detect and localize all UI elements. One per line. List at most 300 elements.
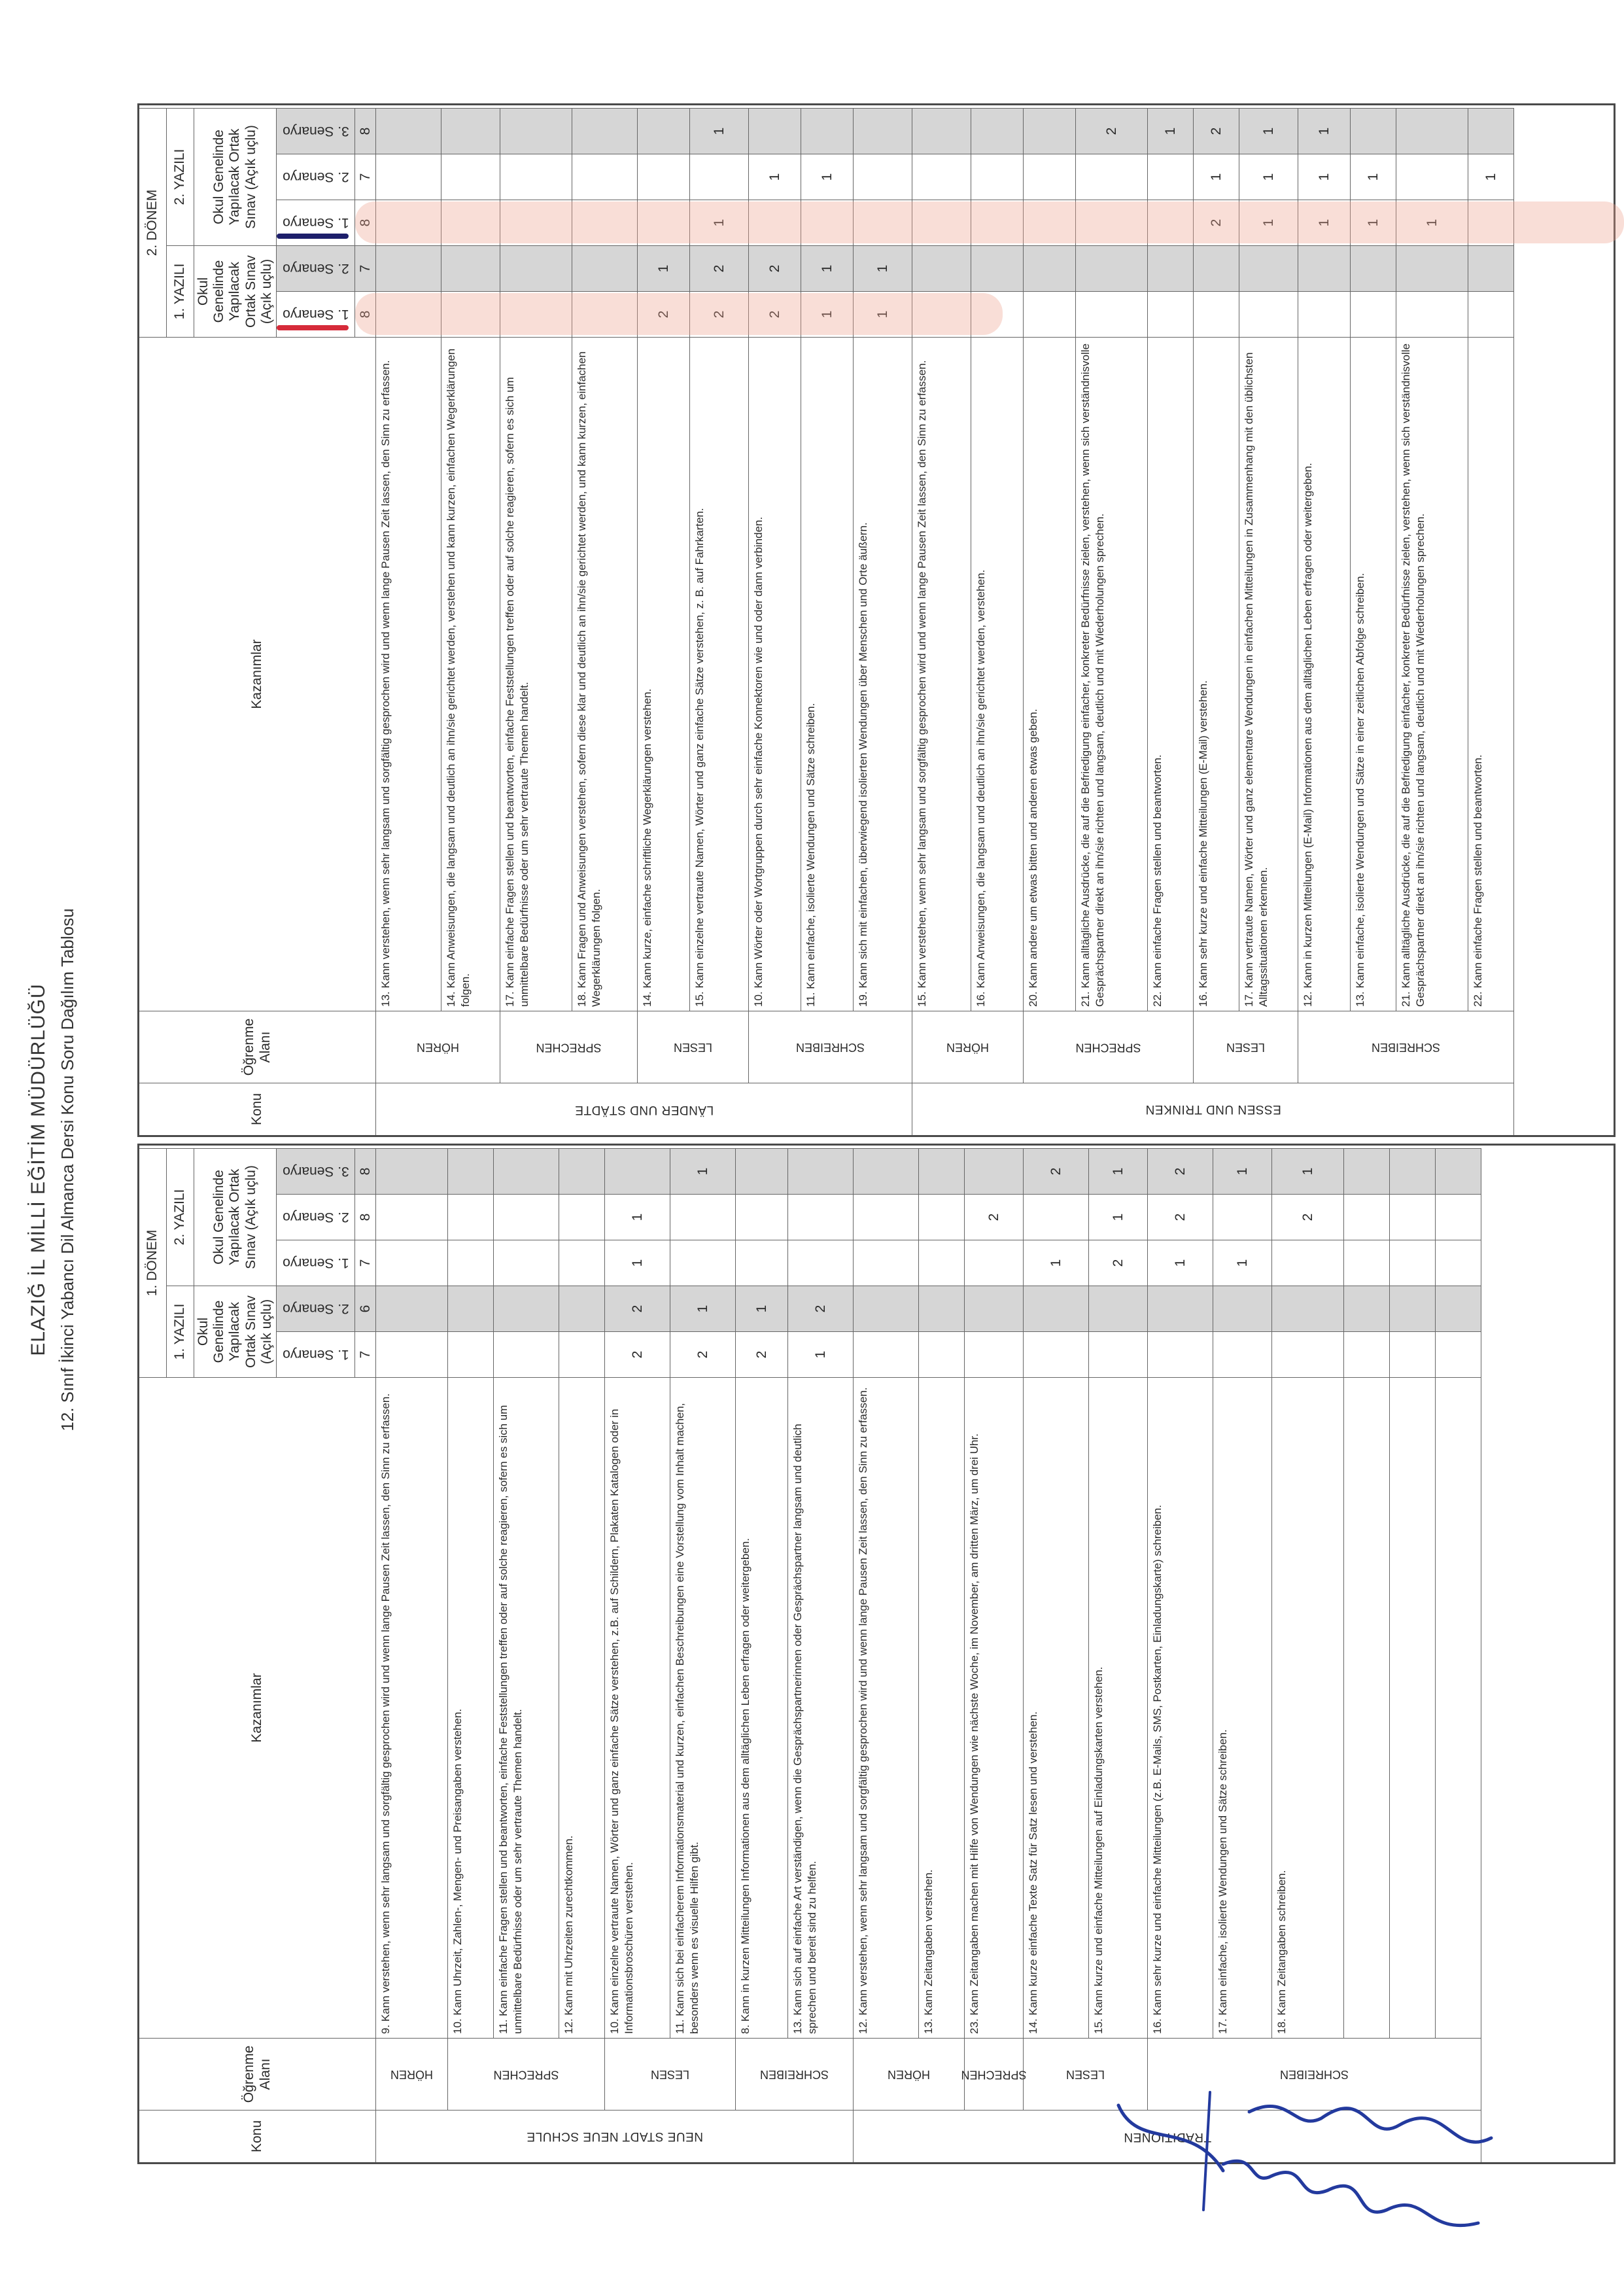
- question-count: [1390, 1194, 1436, 1240]
- question-count: [1468, 108, 1514, 154]
- question-count: 1: [638, 245, 690, 291]
- question-count: [1396, 291, 1468, 337]
- scenario-header-5: [277, 1148, 355, 1194]
- question-count: 2: [1076, 108, 1148, 154]
- kazanimlar-header: Kazanımlar: [139, 337, 376, 1011]
- topic-name: [376, 2110, 854, 2162]
- learning-area-text: SCHREIBEN: [795, 1041, 865, 1054]
- total-value: 7: [355, 245, 376, 291]
- kazanim-text: 22. Kann einfache Fragen stellen und beantworten.: [1468, 337, 1514, 1011]
- question-count: 1: [854, 291, 912, 337]
- question-count: [801, 108, 854, 154]
- question-count: [1272, 1240, 1344, 1286]
- question-count: [1024, 154, 1076, 200]
- question-count: [494, 1240, 559, 1286]
- learning-area: [500, 1011, 638, 1083]
- learning-area: [605, 2038, 736, 2110]
- question-count: [919, 1286, 965, 1331]
- question-count: [494, 1331, 559, 1377]
- question-count: [854, 108, 912, 154]
- question-count: 1: [1351, 154, 1396, 200]
- question-count: [1148, 291, 1194, 337]
- question-count: [1344, 1148, 1390, 1194]
- question-count: 2: [1272, 1194, 1344, 1240]
- total-value: 8: [355, 291, 376, 337]
- question-count: [854, 1148, 919, 1194]
- learning-area: [376, 1011, 500, 1083]
- question-count: [912, 154, 971, 200]
- learning-area-text: HÖREN: [416, 1041, 460, 1055]
- question-count: [500, 154, 572, 200]
- learning-area: [749, 1011, 912, 1083]
- topic-name: [376, 1083, 912, 1135]
- question-count: 2: [1089, 1240, 1148, 1286]
- scenario-header-5-text: 3. Senaryo: [282, 1164, 349, 1180]
- question-count: 1: [1298, 154, 1351, 200]
- learning-area-text: SPRECHEN: [536, 1041, 602, 1054]
- question-count: [1239, 245, 1298, 291]
- question-count: [749, 108, 801, 154]
- kazanim-text: 15. Kann verstehen, wenn sehr langsam und sorgfältig gesprochen wird und wenn lange Pausen Zeit lassen, den Sinn zu erfassen.: [912, 337, 971, 1011]
- question-count: [448, 1286, 494, 1331]
- question-count: [1351, 291, 1396, 337]
- question-count: [572, 154, 638, 200]
- question-count: 1: [1213, 1240, 1272, 1286]
- question-count: [670, 1240, 736, 1286]
- question-count: [971, 154, 1024, 200]
- document-title: ELAZIĞ İL MİLLİ EĞİTİM MÜDÜRLÜĞÜ: [27, 983, 49, 1356]
- question-count: 1: [749, 154, 801, 200]
- scenario-header-1-text: 1. Senaryo: [282, 1347, 349, 1363]
- total-value: 7: [355, 1240, 376, 1286]
- scenario-header-2-text: 2. Senaryo: [282, 261, 349, 277]
- question-count: [1213, 1194, 1272, 1240]
- kazanim-text: 8. Kann in kurzen Mitteilungen Informationen aus dem alltäglichen Leben erfragen oder weitergeben.: [736, 1377, 788, 2038]
- red-pen-stroke: [277, 325, 349, 330]
- question-count: [965, 1240, 1024, 1286]
- question-count: 2: [1194, 108, 1239, 154]
- learning-area-text: LESEN: [1226, 1041, 1266, 1054]
- kazanim-text: [1436, 1377, 1481, 2038]
- question-count: [919, 1240, 965, 1286]
- question-count: [638, 154, 690, 200]
- question-count: 1: [690, 200, 749, 245]
- question-count: [1390, 1148, 1436, 1194]
- learning-area-text: SPRECHEN: [961, 2068, 1027, 2081]
- common-exam-header-1: Okul Genelinde Yapılacak Ortak Sınav (Açık uçlu): [194, 245, 277, 337]
- total-value: 8: [355, 1148, 376, 1194]
- konu-header: Konu: [139, 1083, 376, 1135]
- kazanim-text: 13. Kann sich auf einfache Art verständigen, wenn die Gesprächspartnerinnen oder Gesprächspartner langsam und deutlich sprechen und bereit sind zu helfen.: [788, 1377, 854, 2038]
- learning-area: [448, 2038, 605, 2110]
- question-count: [1436, 1286, 1481, 1331]
- semester-header: 1. DÖNEM: [139, 1148, 167, 1377]
- question-count: [971, 108, 1024, 154]
- question-count: [1344, 1331, 1390, 1377]
- question-count: [854, 1331, 919, 1377]
- kazanim-text: 9. Kann verstehen, wenn sehr langsam und sorgfältig gesprochen wird und wenn lange Pausen Zeit lassen, den Sinn zu erfassen.: [376, 1377, 448, 2038]
- question-count: 1: [1089, 1148, 1148, 1194]
- question-count: [1194, 245, 1239, 291]
- question-count: 1: [1468, 154, 1514, 200]
- question-count: [1148, 154, 1194, 200]
- topic-name-text: LÄNDER UND STÄDTE: [574, 1102, 714, 1117]
- question-count: [1148, 1331, 1213, 1377]
- exam2-header: 2. YAZILI: [167, 1148, 194, 1286]
- question-count: [448, 1331, 494, 1377]
- question-count: 2: [1148, 1148, 1213, 1194]
- learning-area: [1194, 1011, 1298, 1083]
- kazanim-text: 16. Kann Anweisungen, die langsam und deutlich an ihn/sie gerichtet werden, verstehen.: [971, 337, 1024, 1011]
- learning-area: [854, 2038, 965, 2110]
- learning-area-text: LESEN: [673, 1041, 713, 1054]
- kazanim-text: 14. Kann kurze einfache Texte Satz für Satz lesen und verstehen.: [1024, 1377, 1089, 2038]
- question-count: [1089, 1331, 1148, 1377]
- scenario-header-3-text: 1. Senaryo: [282, 215, 349, 231]
- question-count: 2: [749, 291, 801, 337]
- learning-area-text: SCHREIBEN: [759, 2068, 829, 2081]
- question-count: 1: [788, 1331, 854, 1377]
- question-count: [1076, 245, 1148, 291]
- question-count: [572, 108, 638, 154]
- question-count: [736, 1240, 788, 1286]
- learning-area-text: LESEN: [650, 2068, 690, 2081]
- question-count: [448, 1240, 494, 1286]
- question-count: [736, 1194, 788, 1240]
- learning-area-text: SCHREIBEN: [1279, 2068, 1349, 2081]
- kazanim-text: 19. Kann sich mit einfachen, überwiegend isolierten Wendungen über Menschen und Orte äußern.: [854, 337, 912, 1011]
- question-count: [638, 108, 690, 154]
- scenario-header-5: [277, 108, 355, 154]
- question-count: 1: [670, 1148, 736, 1194]
- kazanim-text: 11. Kann einfache, isolierte Wendungen und Sätze schreiben.: [801, 337, 854, 1011]
- learning-area-text: SPRECHEN: [1075, 1041, 1141, 1054]
- question-count: [1024, 1194, 1089, 1240]
- learning-area: [376, 2038, 448, 2110]
- question-count: [441, 245, 500, 291]
- question-count: [670, 1194, 736, 1240]
- question-count: [1024, 245, 1076, 291]
- question-count: 1: [1396, 200, 1468, 245]
- question-count: [1148, 245, 1194, 291]
- exam2-header: 2. YAZILI: [167, 108, 194, 245]
- question-count: 1: [690, 108, 749, 154]
- kazanim-text: [1390, 1377, 1436, 2038]
- scenario-header-1: [277, 1331, 355, 1377]
- question-count: [1344, 1240, 1390, 1286]
- question-count: [559, 1194, 605, 1240]
- kazanim-text: 12. Kann mit Uhrzeiten zurechtkommen.: [559, 1377, 605, 2038]
- question-count: [448, 1148, 494, 1194]
- question-count: 1: [1089, 1194, 1148, 1240]
- question-count: [1390, 1331, 1436, 1377]
- learning-area-text: HÖREN: [887, 2068, 931, 2082]
- kazanim-text: 23. Kann Zeitangaben machen mit Hilfe von Wendungen wie nächste Woche, im November, am dritten März, um drei Uhr.: [965, 1377, 1024, 2038]
- total-value: 8: [355, 108, 376, 154]
- learning-area-text: SCHREIBEN: [1371, 1041, 1441, 1054]
- kazanim-text: 16. Kann sehr kurze und einfache Mitteilungen (z.B. E-Mails, SMS, Postkarten, Einladungskarte) schreiben.: [1148, 1377, 1213, 2038]
- question-count: 2: [670, 1331, 736, 1377]
- question-count: 2: [788, 1286, 854, 1331]
- question-count: 1: [1298, 200, 1351, 245]
- signature: [1060, 2053, 1517, 2249]
- question-count: 1: [854, 245, 912, 291]
- question-count: [1024, 1331, 1089, 1377]
- question-count: 2: [605, 1286, 670, 1331]
- topic-name: [912, 1083, 1514, 1135]
- kazanim-text: 14. Kann Anweisungen, die langsam und deutlich an ihn/sie gerichtet werden, verstehen und kann kurzen, einfachen Wegerklärungen folgen.: [441, 337, 500, 1011]
- kazanim-text: 13. Kann verstehen, wenn sehr langsam und sorgfältig gesprochen wird und wenn lange Pausen Zeit lassen, den Sinn zu erfassen.: [376, 337, 441, 1011]
- kazanim-text: 18. Kann Fragen und Anweisungen verstehen, sofern diese klar und deutlich an ihn/sie gerichtet werden, und kann kurzen, einfachen Wegerklärungen folgen.: [572, 337, 638, 1011]
- question-count: [376, 1240, 448, 1286]
- question-count: 1: [605, 1194, 670, 1240]
- question-count: [690, 154, 749, 200]
- kazanim-text: 10. Kann Uhrzeit, Zahlen-, Mengen- und Preisangaben verstehen.: [448, 1377, 494, 2038]
- learning-area: [1298, 1011, 1514, 1083]
- question-count: [559, 1240, 605, 1286]
- scenario-header-2-text: 2. Senaryo: [282, 1301, 349, 1317]
- question-count: 2: [690, 245, 749, 291]
- question-count: 2: [1024, 1148, 1089, 1194]
- ogrenme-header: Öğrenme Alanı: [139, 1011, 376, 1083]
- question-count: [971, 245, 1024, 291]
- scenario-header-4-text: 2. Senaryo: [282, 1210, 349, 1225]
- question-count: [1272, 1286, 1344, 1331]
- question-count: 1: [1213, 1148, 1272, 1194]
- question-count: [494, 1194, 559, 1240]
- total-value: 8: [355, 200, 376, 245]
- question-count: [1298, 245, 1351, 291]
- scenario-header-2: [277, 1286, 355, 1331]
- question-count: [1298, 291, 1351, 337]
- question-count: [376, 154, 441, 200]
- common-exam-header-1: Okul Genelinde Yapılacak Ortak Sınav (Açık uçlu): [194, 1286, 277, 1377]
- question-count: [1024, 108, 1076, 154]
- question-count: [1076, 154, 1148, 200]
- highlighter-mark: [355, 201, 1624, 243]
- question-count: [559, 1331, 605, 1377]
- question-count: 1: [1148, 108, 1194, 154]
- learning-area-text: HÖREN: [390, 2068, 434, 2082]
- kazanim-text: 21. Kann alltägliche Ausdrücke, die auf die Befriedigung einfacher, konkreter Bedürfnisse zielen, verstehen, wenn sich verständnisvolle Gesprächspartner direkt an ihn/sie richten und langsam, deutlich und mit Wiederholungen sprechen.: [1076, 337, 1148, 1011]
- question-count: [376, 108, 441, 154]
- question-count: [1272, 1331, 1344, 1377]
- kazanim-text: 21. Kann alltägliche Ausdrücke, die auf die Befriedigung einfacher, konkreter Bedürfnisse zielen, verstehen, wenn sich verständnisvolle Gesprächspartner direkt an ihn/sie richten und langsam, deutlich und mit Wiederholungen sprechen.: [1396, 337, 1468, 1011]
- konu-header: Konu: [139, 2110, 376, 2162]
- question-count: [965, 1286, 1024, 1331]
- learning-area: [736, 2038, 854, 2110]
- question-count: [1344, 1286, 1390, 1331]
- question-count: 2: [1148, 1194, 1213, 1240]
- topic-name-text: NEUE STADT NEUE SCHULE: [526, 2129, 703, 2144]
- kazanim-text: 12. Kann in kurzen Mitteilungen (E-Mail) Informationen aus dem alltäglichen Leben erfragen oder weitergeben.: [1298, 337, 1351, 1011]
- kazanim-text: 14. Kann kurze, einfache schriftliche Wegerklärungen verstehen.: [638, 337, 690, 1011]
- question-count: [1396, 108, 1468, 154]
- kazanim-text: 15. Kann einzelne vertraute Namen, Wörter und ganz einfache Sätze verstehen, z. B. auf Fahrkarten.: [690, 337, 749, 1011]
- question-count: 1: [1194, 154, 1239, 200]
- kazanim-text: 17. Kann vertraute Namen, Wörter und ganz elementare Wendungen in einfachen Mitteilungen in Zusammenhang mit den üblichsten Alltagssituationen erkennen.: [1239, 337, 1298, 1011]
- common-exam-header-2: Okul Genelinde Yapılacak Ortak Sınav (Açık uçlu): [194, 108, 277, 245]
- question-count: [572, 245, 638, 291]
- question-count: [788, 1240, 854, 1286]
- question-count: [1436, 1240, 1481, 1286]
- question-count: [1239, 291, 1298, 337]
- kazanim-text: 10. Kann einzelne vertraute Namen, Wörter und ganz einfache Sätze verstehen, z.B. auf Schildern, Plakaten Katalogen oder in Informationsbroschüren verstehen.: [605, 1377, 670, 2038]
- kazanim-text: 11. Kann einfache Fragen stellen und beantworten, einfache Feststellungen treffen oder auf solche reagieren, sofern es sich um unmittelbare Bedürfnisse oder um sehr vertraute Themen handelt.: [494, 1377, 559, 2038]
- question-count: [1024, 291, 1076, 337]
- kazanim-text: 17. Kann einfache Fragen stellen und beantworten, einfache Feststellungen treffen oder auf solche reagieren, sofern es sich um unmittelbare Bedürfnisse oder um sehr vertraute Themen handelt.: [500, 337, 572, 1011]
- question-count: [376, 245, 441, 291]
- scenario-header-4-text: 2. Senaryo: [282, 169, 349, 185]
- question-count: 2: [1194, 200, 1239, 245]
- learning-area: [638, 1011, 749, 1083]
- kazanim-text: 18. Kann Zeitangaben schreiben.: [1272, 1377, 1344, 2038]
- question-count: [494, 1286, 559, 1331]
- question-count: 1: [1239, 108, 1298, 154]
- scenario-header-4: [277, 154, 355, 200]
- question-count: [1436, 1331, 1481, 1377]
- question-count: [965, 1148, 1024, 1194]
- question-count: [854, 1286, 919, 1331]
- question-count: [919, 1194, 965, 1240]
- question-count: 1: [801, 154, 854, 200]
- question-count: [1194, 291, 1239, 337]
- question-count: 1: [605, 1240, 670, 1286]
- question-count: [1213, 1331, 1272, 1377]
- kazanim-text: [1344, 1377, 1390, 2038]
- common-exam-header-2: Okul Genelinde Yapılacak Ortak Sınav (Açık uçlu): [194, 1148, 277, 1286]
- scenario-header-2: [277, 245, 355, 291]
- question-count: [605, 1148, 670, 1194]
- question-count: [1468, 245, 1514, 291]
- question-count: [448, 1194, 494, 1240]
- topic-name-text: TRADITIONEN: [1123, 2129, 1211, 2144]
- kazanim-text: 22. Kann einfache Fragen stellen und beantworten.: [1148, 337, 1194, 1011]
- scenario-header-3-text: 1. Senaryo: [282, 1255, 349, 1271]
- question-count: [1390, 1286, 1436, 1331]
- question-count: 1: [801, 245, 854, 291]
- scenario-header-4: [277, 1194, 355, 1240]
- kazanim-text: 17. Kann einfache, isolierte Wendungen und Sätze schreiben.: [1213, 1377, 1272, 2038]
- highlighter-mark: [355, 293, 1003, 335]
- question-count: [1351, 108, 1396, 154]
- question-count: [1148, 1286, 1213, 1331]
- total-value: 6: [355, 1286, 376, 1331]
- learning-area-text: SPRECHEN: [493, 2068, 559, 2081]
- scenario-header-5-text: 3. Senaryo: [282, 124, 349, 139]
- question-count: 1: [1272, 1148, 1344, 1194]
- table-second-semester: [137, 103, 1615, 1137]
- question-count: 2: [736, 1331, 788, 1377]
- total-value: 7: [355, 154, 376, 200]
- question-count: [736, 1148, 788, 1194]
- question-count: [1351, 245, 1396, 291]
- scenario-header-3: [277, 1240, 355, 1286]
- question-count: [1344, 1194, 1390, 1240]
- question-count: 1: [1239, 200, 1298, 245]
- question-count: [1213, 1286, 1272, 1331]
- kazanim-text: 10. Kann Wörter oder Wortgruppen durch sehr einfache Konnektoren wie und oder dann verbinden.: [749, 337, 801, 1011]
- blue-pen-stroke: [277, 234, 349, 239]
- kazanim-text: 20. Kann andere um etwas bitten und anderen etwas geben.: [1024, 337, 1076, 1011]
- kazanim-text: 15. Kann kurze und einfache Mitteilungen auf Einladungskarten verstehen.: [1089, 1377, 1148, 2038]
- question-count: [559, 1286, 605, 1331]
- question-count: [376, 1331, 448, 1377]
- question-count: 1: [1298, 108, 1351, 154]
- question-count: [494, 1148, 559, 1194]
- kazanimlar-header: Kazanımlar: [139, 1377, 376, 2038]
- table-first-semester: [137, 1144, 1615, 2164]
- question-count: [500, 245, 572, 291]
- question-count: [1076, 291, 1148, 337]
- question-count: [854, 1240, 919, 1286]
- question-count: [441, 108, 500, 154]
- question-count: 1: [736, 1286, 788, 1331]
- question-count: 1: [1148, 1240, 1213, 1286]
- learning-area: [912, 1011, 1024, 1083]
- question-count: [854, 154, 912, 200]
- learning-area-text: HÖREN: [946, 1041, 990, 1055]
- question-count: 2: [965, 1194, 1024, 1240]
- question-count: [788, 1194, 854, 1240]
- kazanim-text: 13. Kann einfache, isolierte Wendungen und Sätze in einer zeitlichen Abfolge schreiben.: [1351, 337, 1396, 1011]
- question-count: [441, 154, 500, 200]
- scenario-header-1-text: 1. Senaryo: [282, 307, 349, 323]
- question-count: 1: [1351, 200, 1396, 245]
- exam1-header: 1. YAZILI: [167, 1286, 194, 1377]
- ogrenme-header: Öğrenme Alanı: [139, 2038, 376, 2110]
- learning-area: [1024, 1011, 1194, 1083]
- question-count: [854, 1194, 919, 1240]
- question-count: [1468, 291, 1514, 337]
- question-count: [376, 1286, 448, 1331]
- question-count: [965, 1331, 1024, 1377]
- question-count: 1: [1239, 154, 1298, 200]
- question-count: 2: [690, 291, 749, 337]
- kazanim-text: 16. Kann sehr kurze und einfache Mitteilungen (E-Mail) verstehen.: [1194, 337, 1239, 1011]
- question-count: [1396, 154, 1468, 200]
- question-count: [1024, 1286, 1089, 1331]
- question-count: [919, 1148, 965, 1194]
- kazanim-text: 13. Kann Zeitangaben verstehen.: [919, 1377, 965, 2038]
- question-count: [376, 1194, 448, 1240]
- question-count: 1: [1024, 1240, 1089, 1286]
- learning-area-text: LESEN: [1065, 2068, 1105, 2081]
- question-count: 1: [801, 291, 854, 337]
- kazanim-text: 12. Kann verstehen, wenn sehr langsam und sorgfältig gesprochen wird und wenn lange Pausen Zeit lassen, den Sinn zu erfassen.: [854, 1377, 919, 2038]
- question-count: 2: [638, 291, 690, 337]
- question-count: [500, 108, 572, 154]
- topic-name-text: ESSEN UND TRINKEN: [1145, 1102, 1281, 1117]
- kazanim-text: 11. Kann sich bei einfacherem Informationsmaterial und kurzen, einfachen Beschreibungen eine Vorstellung vom Inhalt machen, besonders wenn es visuelle Hilfen gibt.: [670, 1377, 736, 2038]
- question-count: [919, 1331, 965, 1377]
- question-count: [559, 1148, 605, 1194]
- semester-header: 2. DÖNEM: [139, 108, 167, 337]
- question-count: [1436, 1148, 1481, 1194]
- question-count: [1396, 245, 1468, 291]
- exam1-header: 1. YAZILI: [167, 245, 194, 337]
- question-count: [376, 1148, 448, 1194]
- total-value: 7: [355, 1331, 376, 1377]
- question-count: [1436, 1194, 1481, 1240]
- question-count: [912, 245, 971, 291]
- question-count: 1: [670, 1286, 736, 1331]
- question-count: [788, 1148, 854, 1194]
- question-count: 2: [605, 1331, 670, 1377]
- document-subtitle: 12. Sınıf İkinci Yabancı Dil Almanca Dersi Konu Soru Dağılım Tablosu: [58, 908, 77, 1431]
- total-value: 8: [355, 1194, 376, 1240]
- question-count: 2: [749, 245, 801, 291]
